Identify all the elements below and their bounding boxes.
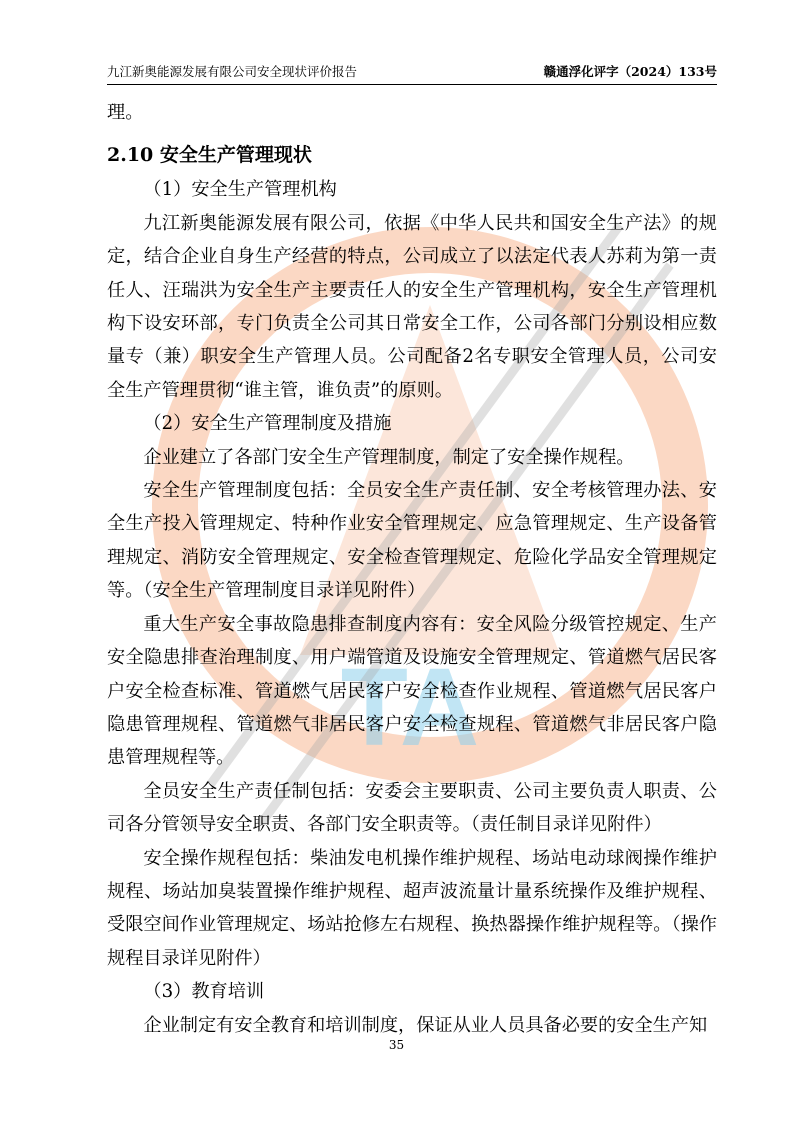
paragraph: 九江新奥能源发展有限公司，依据《中华人民共和国安全生产法》的规定，结合企业自身生产经营的特点，公司成立了以法定代表人苏莉为第一责任人、汪瑞洪为安全生产主要责任人的安全生产管理机构，安全生产管理机构下设安环部，专门负责全公司其日常安全工作，公司各部门分别设相应数量专（兼）职安全生产管理人员。公司配备2名专职安全管理人员，公司安全生产管理贯彻“谁主管，谁负责”的原则。 [107, 212, 717, 401]
paragraph: 企业建立了各部门安全生产管理制度，制定了安全操作规程。 [143, 446, 635, 468]
paragraph: 重大生产安全事故隐患排查制度内容有：安全风险分级管控规定、生产安全隐患排查治理制度、用户端管道及设施安全管理规定、管道燃气居民客户安全检查标准、管道燃气居民客户安全检查作业规程、管道燃气居民客户隐患管理规程、管道燃气非居民客户安全检查规程、管道燃气非居民客户隐患管理规程等。 [107, 613, 717, 769]
page-header [107, 62, 717, 85]
paragraph: 安全生产管理制度包括：全员安全生产责任制、安全考核管理办法、安全生产投入管理规定、特种作业安全管理规定、应急管理规定、生产设备管理规定、消防安全管理规定、安全检查管理规定、危险化学品安全管理规定等。（安全生产管理制度目录详见附件） [107, 480, 717, 602]
paragraph: （1）安全生产管理机构 [143, 179, 337, 201]
paragraph: （2）安全生产管理制度及措施 [143, 413, 392, 435]
continuation-text: 理。 [107, 102, 144, 123]
page-number: 35 [388, 1038, 405, 1052]
document-body [107, 96, 717, 1042]
paragraph: 安全操作规程包括：柴油发电机操作维护规程、场站电动球阀操作维护规程、场站加臭装置操作维护规程、超声波流量计量系统操作及维护规程、受限空间作业管理规定、场站抢修左右规程、换热器操作维护规程等。（操作规程目录详见附件） [107, 847, 717, 969]
paragraph: 全员安全生产责任制包括：安委会主要职责、公司主要负责人职责、公司各分管领导安全职责、各部门安全职责等。（责任制目录详见附件） [107, 780, 717, 836]
header-document-number: 赣通浮化评字（2024）133号 [543, 64, 717, 79]
watermark-letters: TA [340, 646, 480, 769]
paragraph: 企业制定有安全教育和培训制度，保证从业人员具备必要的安全生产知 [143, 1014, 708, 1036]
header-report-title: 九江新奥能源发展有限公司安全现状评价报告 [107, 64, 358, 79]
section-heading: 2.10 安全生产管理现状 [107, 144, 312, 167]
paragraph: （3）教育培训 [143, 981, 265, 1003]
